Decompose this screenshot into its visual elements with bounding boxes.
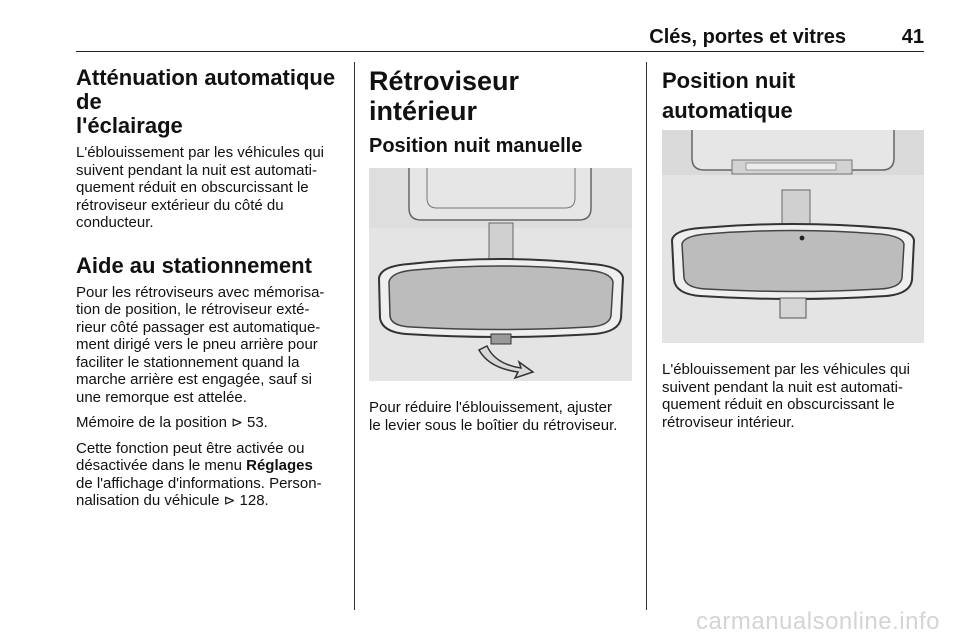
page-header — [76, 26, 924, 50]
page-ref-link[interactable]: 128. — [239, 492, 269, 509]
heading-parking-assist: Aide au stationnement — [76, 252, 312, 278]
text-line: rieur côté passager est automatique- — [76, 318, 321, 336]
caption-auto-night — [662, 361, 928, 431]
text-line: L'éblouissement par les véhicules qui — [76, 144, 325, 161]
paragraph-parking — [76, 284, 342, 407]
auto-night-mirror-illustration — [662, 130, 924, 343]
text-line: une remorque est attelée. — [76, 388, 247, 406]
paragraph-function — [76, 440, 342, 510]
text-line: tion de position, le rétroviseur exté- — [76, 301, 310, 318]
watermark: carmanualsonline.info — [696, 608, 940, 635]
page-ref-link[interactable]: 53. — [247, 414, 268, 431]
header-rule — [76, 51, 924, 52]
text-line: Cette fonction peut être activée ou — [76, 439, 305, 457]
text-line: quement réduit en obscurcissant le — [662, 396, 895, 413]
caption-manual-night — [369, 399, 632, 434]
section-title: Clés, portes et vitres — [649, 26, 846, 48]
heading-auto-dimming — [76, 66, 342, 138]
paragraph-memory — [76, 414, 342, 432]
heading-line: Atténuation automatique de — [76, 65, 336, 114]
text-line: Pour les rétroviseurs avec mémorisa- — [76, 283, 325, 301]
text-line: quement réduit en obscurcissant le — [76, 179, 309, 196]
text-line: nalisation du véhicule — [76, 492, 220, 509]
column-divider — [354, 62, 355, 610]
menu-name-settings: Réglages — [246, 457, 313, 474]
text-line: ment dirigé vers le pneu arrière pour — [76, 336, 318, 353]
column-1 — [76, 66, 342, 518]
page-ref-arrow-icon: ⊳ — [223, 492, 236, 508]
text-line: rétroviseur intérieur. — [662, 413, 795, 431]
text-line: suivent pendant la nuit est automati- — [76, 161, 317, 179]
text-memory: Mémoire de la position — [76, 414, 227, 431]
text-line: faciliter le stationnement quand la — [76, 353, 300, 371]
text-line: désactivée dans le menu — [76, 457, 242, 474]
heading-manual-night: Position nuit manuelle — [369, 135, 583, 157]
manual-night-mirror-illustration — [369, 168, 632, 381]
text-line: suivent pendant la nuit est automati- — [662, 378, 903, 396]
column-divider — [646, 62, 647, 610]
text-line: marche arrière est engagée, sauf si — [76, 371, 312, 388]
text-line: conducteur. — [76, 214, 154, 231]
text-line: L'éblouissement par les véhicules qui — [662, 361, 911, 378]
heading-interior-mirror: Rétroviseur intérieur — [369, 66, 520, 126]
text-line: le levier sous le boîtier du rétroviseur. — [369, 416, 618, 434]
column-2 — [369, 66, 632, 442]
column-3 — [662, 66, 928, 439]
heading-auto-night: Position nuit automatique — [662, 68, 796, 123]
text-line: rétroviseur extérieur du côté du — [76, 196, 284, 214]
text-line: de l'affichage d'informations. Person- — [76, 474, 322, 492]
paragraph-dimming — [76, 144, 342, 232]
page-number: 41 — [901, 26, 924, 48]
heading-line: l'éclairage — [76, 113, 183, 138]
text-line: Pour réduire l'éblouissement, ajuster — [369, 399, 612, 416]
page-ref-arrow-icon: ⊳ — [231, 414, 243, 430]
